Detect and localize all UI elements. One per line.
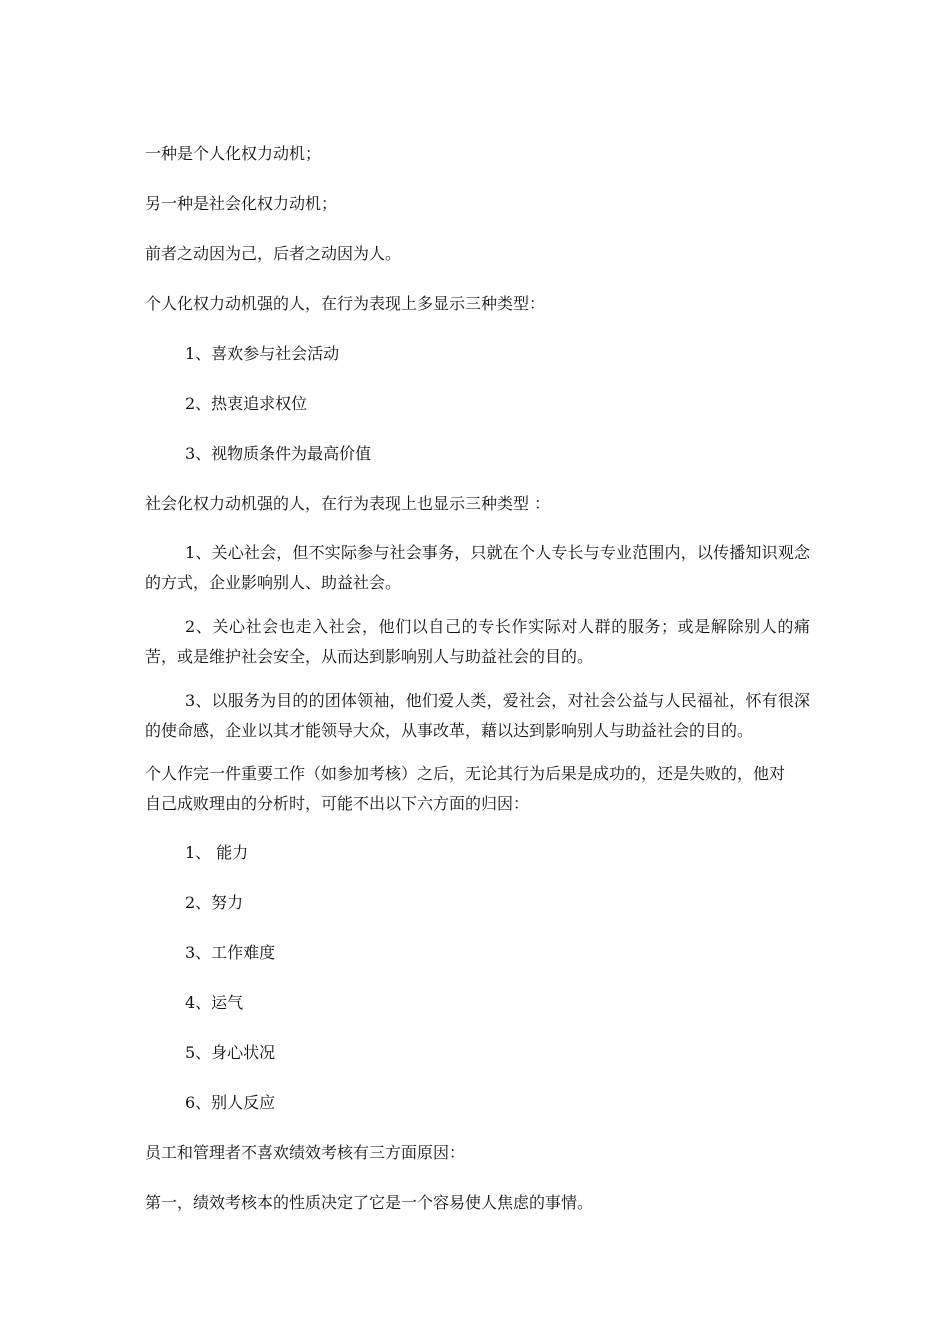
- list-item: 3、工作难度: [185, 943, 276, 962]
- text-line: 一种是个人化权力动机；: [145, 144, 322, 163]
- section-heading: 社会化权力动机强的人，在行为表现上也显示三种类型 ：: [145, 494, 551, 513]
- attribution-intro: 个人作完一件重要工作（如参加考核）之后，无论其行为后果是成功的，还是失败的，他对: [145, 764, 786, 783]
- attribution-intro: 自己成败理由的分析时，可能不出以下六方面的归因：: [145, 794, 530, 813]
- paragraph: 2、关心社会也走入社会，他们以自己的专长作实际对人群的服务；或是解除别人的痛苦，或是维护社会安全，从而达到影响别人与助益社会的目的。: [145, 617, 810, 666]
- text-line: 前者之动因为己，后者之动因为人。: [145, 244, 402, 263]
- text-line: 另一种是社会化权力动机；: [145, 194, 338, 213]
- list-item: 2、努力: [185, 893, 244, 912]
- list-item: 4、运气: [185, 993, 244, 1012]
- list-item: 2、热衷追求权位: [185, 394, 308, 413]
- list-item: 3、视物质条件为最高价值: [185, 444, 372, 463]
- list-item: 1、 能力: [185, 843, 249, 862]
- text-line: 员工和管理者不喜欢绩效考核有三方面原因：: [145, 1143, 466, 1162]
- section-heading: 个人化权力动机强的人，在行为表现上多显示三种类型：: [145, 294, 546, 313]
- list-item: 6、别人反应: [185, 1093, 276, 1112]
- list-item: 5、身心状况: [185, 1043, 276, 1062]
- text-line: 第一，绩效考核本的性质决定了它是一个容易使人焦虑的事情。: [145, 1193, 594, 1212]
- paragraph: 3、以服务为目的的团体领袖，他们爱人类，爱社会，对社会公益与人民福祉，怀有很深的使命感，企业以其才能领导大众，从事改革，藉以达到影响别人与助益社会的目的。: [145, 691, 810, 740]
- paragraph: 1、关心社会，但不实际参与社会事务，只就在个人专长与专业范围内，以传播知识观念的方式，企业影响别人、助益社会。: [145, 543, 810, 592]
- list-item: 1、喜欢参与社会活动: [185, 344, 340, 363]
